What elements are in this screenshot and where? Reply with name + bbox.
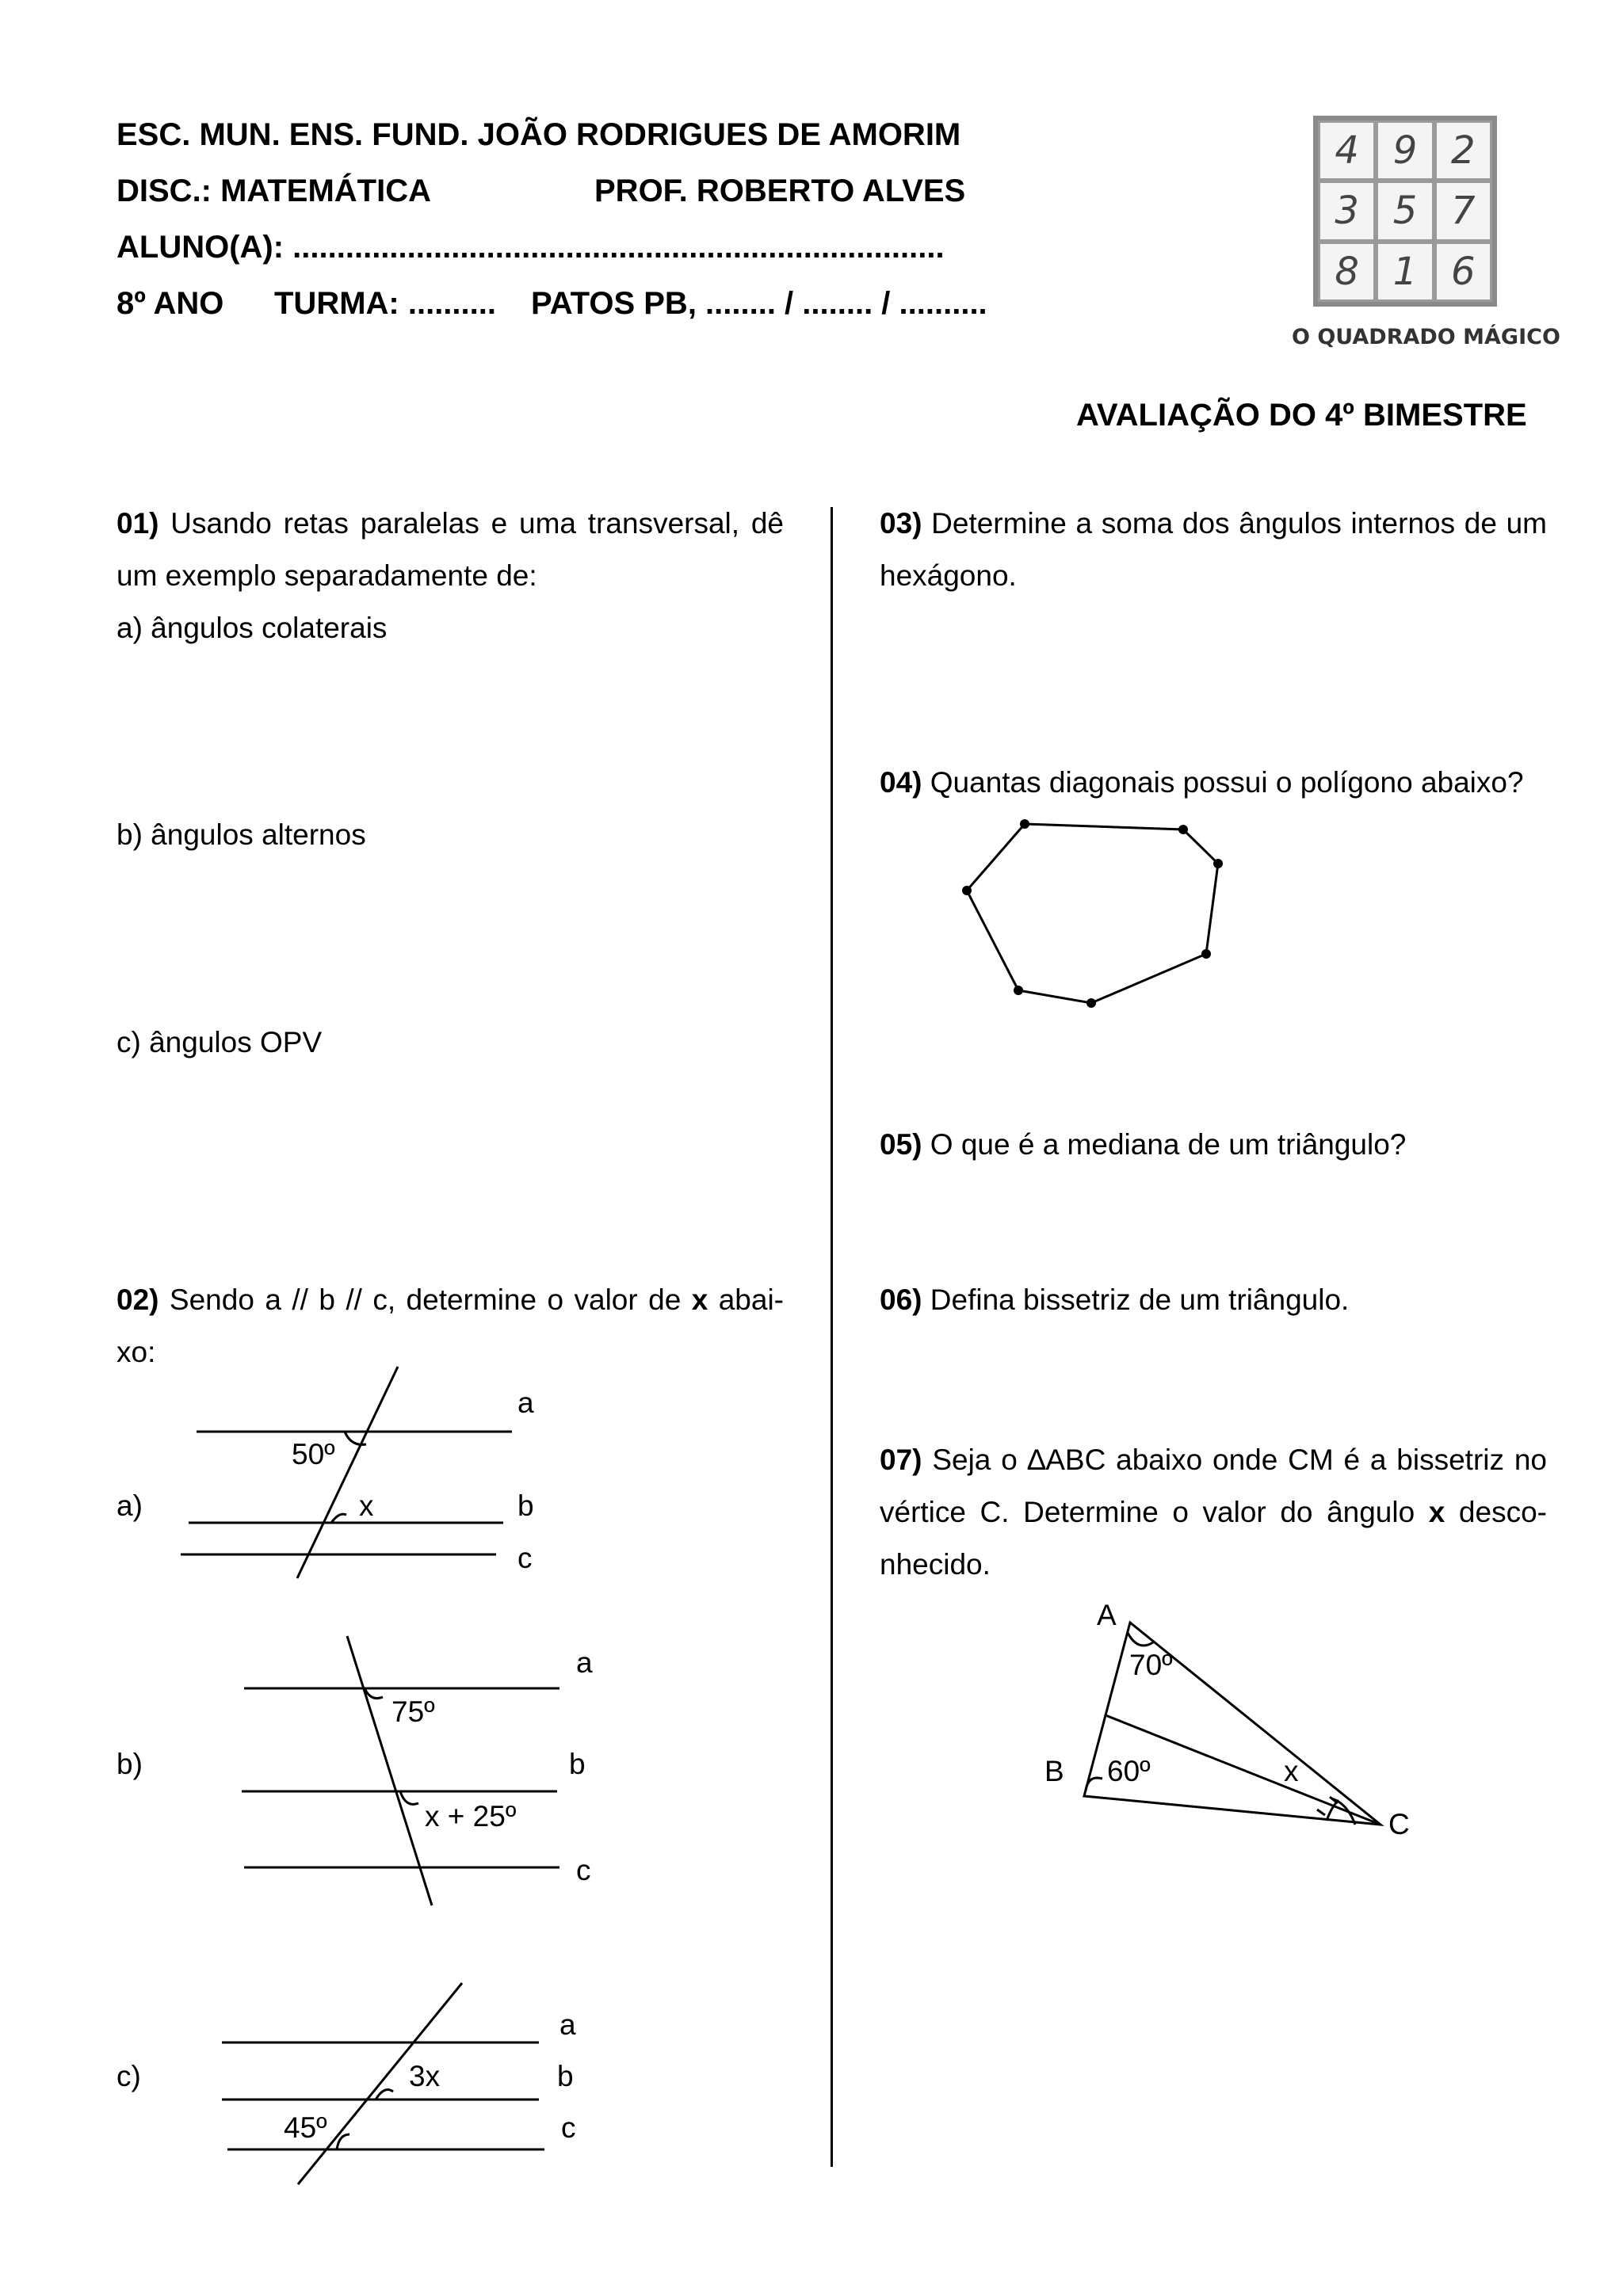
angle-a-70: 70º (1129, 1649, 1173, 1681)
discipline: DISC.: MATEMÁTICA (116, 174, 431, 208)
magic-cell: 9 (1376, 120, 1434, 181)
question-text-end: desco- (1445, 1496, 1547, 1528)
fig2b-angle-75: 75º (391, 1695, 435, 1728)
magic-square-caption: O QUADRADO MÁGICO (1292, 325, 1560, 349)
fig2a-angle-50: 50º (292, 1438, 335, 1470)
question-07-line-end: nhecido. (880, 1548, 991, 1581)
fig2a-line-a-label: a (517, 1386, 534, 1419)
school-name: ESC. MUN. ENS. FUND. JOÃO RODRIGUES DE AMORIM (116, 117, 961, 152)
fig2c-angle-3x: 3x (409, 2060, 441, 2092)
variable-x: x (691, 1283, 708, 1316)
question-number: 02) (116, 1283, 159, 1316)
angle-b-60: 60º (1107, 1755, 1151, 1787)
magic-cell: 7 (1434, 181, 1492, 241)
magic-cell: 2 (1434, 120, 1492, 181)
question-text: Quantas diagonais possui o polígono abaixo? (930, 766, 1524, 799)
magic-cell: 5 (1376, 181, 1434, 241)
exam-title: AVALIAÇÃO DO 4º BIMESTRE (1076, 398, 1527, 433)
fig2b-line-b-label: b (569, 1748, 586, 1780)
fig2b-line-a-label: a (576, 1646, 593, 1679)
fig2a-item-label: a) (116, 1489, 143, 1522)
fig2c-item-label: c) (116, 2060, 141, 2092)
figure-2c (222, 1983, 544, 2184)
fig2a-line-b-label: b (517, 1489, 534, 1522)
question-text: Usando retas paralelas e uma transversal, dê um exemplo separadamente de: (116, 507, 785, 592)
question-number: 03) (880, 507, 922, 540)
q1-item-c: c) ângulos OPV (116, 1026, 323, 1058)
student-line: ALUNO(A): .......................................................................... (116, 230, 945, 265)
question-text-end: abai- (708, 1283, 784, 1316)
q1-item-a: a) ângulos colaterais (116, 612, 388, 644)
heptagon-figure (967, 824, 1218, 1003)
variable-x: x (1428, 1496, 1445, 1528)
magic-cell: 3 (1318, 181, 1376, 241)
fig2b-line-c-label: c (576, 1854, 591, 1886)
question-number: 07) (880, 1444, 922, 1476)
grade: 8º ANO (116, 286, 224, 321)
polygon-vertices (962, 819, 1223, 1008)
fig2a-angle-x: x (359, 1489, 374, 1522)
q1-item-b: b) ângulos alternos (116, 818, 366, 851)
question-number: 06) (880, 1283, 922, 1316)
question-02-line2: xo: (116, 1336, 156, 1368)
fig2c-line-c-label: c (561, 2111, 576, 2144)
magic-cell: 1 (1376, 242, 1434, 302)
magic-cell: 8 (1318, 242, 1376, 302)
question-text: Determine a soma dos ângulos internos de um hexágono. (880, 507, 1547, 592)
vertex-b-label: B (1044, 1755, 1064, 1787)
question-text: O que é a mediana de um triângulo? (930, 1128, 1407, 1161)
angle-x-label: x (1284, 1755, 1299, 1787)
fig2c-line-a-label: a (559, 2008, 576, 2041)
question-number: 05) (880, 1128, 922, 1161)
figure-2a (181, 1367, 512, 1578)
teacher: PROF. ROBERTO ALVES (594, 174, 966, 208)
question-text: Sendo a // b // c, determine o valor de (169, 1283, 692, 1316)
question-number: 01) (116, 507, 159, 540)
question-number: 04) (880, 766, 922, 799)
question-text: Seja o ∆ABC abaixo onde CM é a bissetriz no vértice C. Determine o valor do ângulo (880, 1444, 1547, 1528)
vertex-a-label: A (1097, 1599, 1117, 1631)
fig2b-angle-expr: x + 25º (425, 1800, 517, 1833)
place-date-line: PATOS PB, ........ / ........ / .......... (531, 286, 987, 321)
fig2b-item-label: b) (116, 1748, 143, 1780)
magic-cell: 6 (1434, 242, 1492, 302)
fig2a-line-c-label: c (517, 1542, 533, 1574)
vertex-c-label: C (1388, 1808, 1410, 1840)
class-line: TURMA: .......... (274, 286, 496, 321)
figure-2b (242, 1636, 559, 1905)
fig2c-angle-45: 45º (284, 2111, 327, 2144)
magic-cell: 4 (1318, 120, 1376, 181)
fig2c-line-b-label: b (557, 2060, 574, 2092)
question-text: Defina bissetriz de um triângulo. (930, 1283, 1350, 1316)
